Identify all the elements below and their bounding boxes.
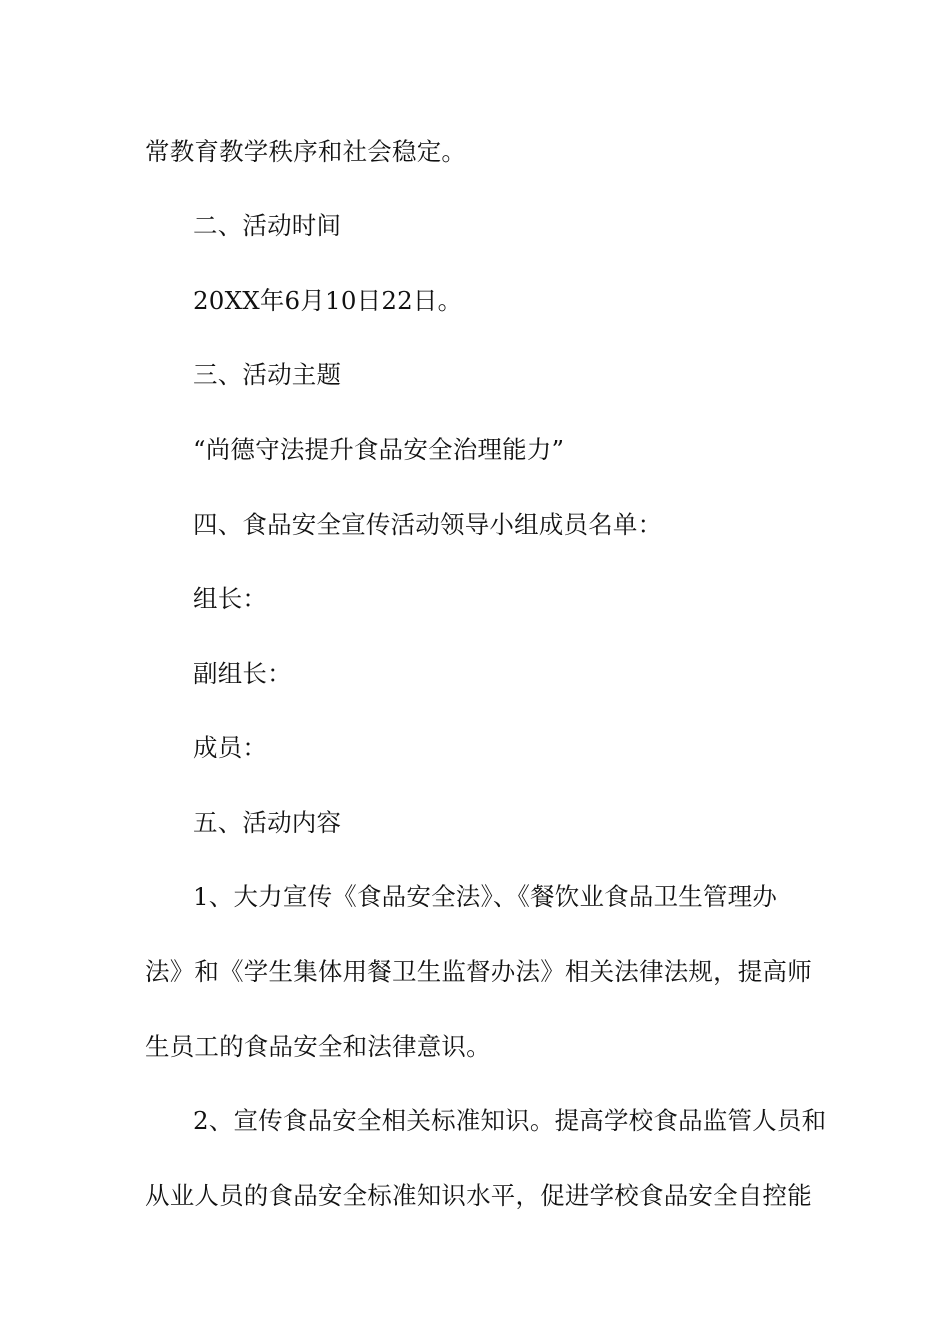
- section-heading-leadership-group: 四、食品安全宣传活动领导小组成员名单：: [193, 510, 663, 539]
- deputy-leader-label: 副组长：: [193, 659, 292, 688]
- content-item-1-line-1: 1、大力宣传《食品安全法》、《餐饮业食品卫生管理办: [193, 882, 778, 911]
- paragraph-continuation: 常教育教学秩序和社会稳定。: [145, 137, 467, 166]
- content-item-1-line-2: 法》和《学生集体用餐卫生监督办法》相关法律法规，提高师: [145, 957, 812, 986]
- activity-date: 20XX年6月10日22日。: [193, 286, 463, 315]
- section-heading-activity-time: 二、活动时间: [193, 211, 342, 240]
- content-item-1-line-3: 生员工的食品安全和法律意识。: [145, 1032, 491, 1061]
- activity-theme-text: “尚德守法提升食品安全治理能力”: [193, 435, 565, 464]
- section-heading-activity-theme: 三、活动主题: [193, 360, 342, 389]
- content-item-2-line-2: 从业人员的食品安全标准知识水平，促进学校食品安全自控能: [145, 1181, 812, 1210]
- group-leader-label: 组长：: [193, 584, 268, 613]
- section-heading-activity-content: 五、活动内容: [193, 808, 342, 837]
- content-item-2-line-1: 2、宣传食品安全相关标准知识。提高学校食品监管人员和: [193, 1106, 827, 1135]
- members-label: 成员：: [193, 733, 268, 762]
